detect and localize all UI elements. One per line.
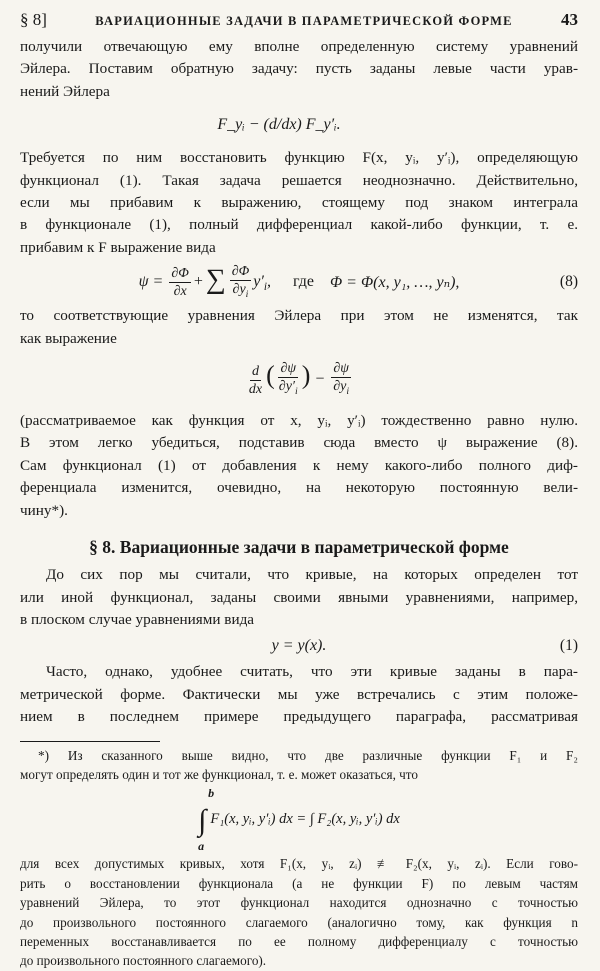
integral-with-limits [198, 786, 215, 854]
footnote-equation [20, 784, 578, 854]
footnote-line: до произвольного постоянного слагаемого). [20, 953, 267, 969]
text-line: метрической форме. Фактически мы уже встречались с этим положе- [20, 685, 578, 703]
footnote-line: уравнений Эйлера, то этот функционал находится однозначно с точностью [20, 895, 578, 911]
equation-expression [20, 350, 578, 410]
footnote-line: до произвольного постоянного слагаемого (аналогично тому, как функция n [20, 914, 578, 930]
text-line: (рассматриваемое как функция от x, yᵢ, y′ᵢ) тождественно равно нулю. [20, 412, 578, 430]
text-line: то соответствующие уравнения Эйлера при этом не изменятся, так [20, 307, 578, 325]
text-line: нений Эйлера [20, 82, 110, 100]
footnote-line: рить о восстановлении функционала (а не функции F) по левым частям [20, 875, 578, 891]
text-line: в функционале (1), полный дифференциал какой-либо функции, т. е. [20, 216, 578, 234]
text-line: Требуется по ним восстановить функцию F(x, yᵢ, y′ᵢ), определяющую [20, 149, 578, 167]
text-line: Часто, однако, удобнее считать, что эти кривые заданы в пара- [46, 663, 578, 681]
text-line: функционал (1). Такая задача решается неоднозначно. Действительно, [20, 171, 578, 189]
equation-word: где [292, 273, 314, 291]
section-reference: § 8] [20, 10, 47, 29]
text-line: или иной функционал, заданы своими явными уравнениями, например, [20, 588, 578, 606]
equation-text: y = y(x). [271, 637, 327, 655]
text-line: До сих пор мы считали, что кривые, на которых определен тот [46, 566, 578, 584]
text-line: прибавим к F выражение вида [20, 238, 216, 256]
phi-definition: Φ = Φ(x, y₁, …, yₙ), [330, 274, 460, 292]
integral-sign: ∫ [198, 804, 207, 838]
psi-definition: ψ = $\frac{\partial\Phi}{\partial x}$ +∑ $\frac{\partial\Phi}{\partial y_i}$ $y'_i$, [138, 263, 271, 300]
text-line: если мы прибавим к выражению, стоящему под знаком интеграла [20, 194, 578, 212]
text-line: В этом легко убедиться, подставив сюда вместо ψ выражение (8). [20, 434, 578, 452]
footnote-line: могут определять один и тот же функционал, т. е. может оказаться, что [20, 766, 418, 782]
text-line: чину*). [20, 501, 68, 519]
text-line: нием в последнем примере предыдущего параграфа, рассматривая [20, 708, 578, 726]
text-line: как выражение [20, 329, 117, 347]
text-line: Сам функционал (1) от добавления к нему какого-либо полного диф- [20, 456, 578, 474]
text-line: ференциала изменится, очевидно, на некоторую постоянную вели- [20, 479, 578, 497]
footnote-line: для всех допустимых кривых, хотя F₁(x, yᵢ, zᵢ) ≢ F₂(x, yᵢ, zᵢ). Если гово- [20, 856, 578, 872]
equation-text: F₁(x, yᵢ, y′ᵢ) dx = ∫ F₂(x, yᵢ, y′ᵢ) dx [210, 810, 400, 827]
text-line: в плоском случае уравнениями вида [20, 610, 255, 628]
text-line: получили отвечающую ему вполне определенную систему уравнений [20, 38, 578, 55]
equation-1 [20, 631, 578, 661]
footnote-line: переменных восстанавливается по ее полному дифференциалу с точностью [20, 933, 578, 949]
upper-limit: b [208, 786, 215, 801]
euler-expression: $\frac{d}{dx}$ ( $\frac{\partial\psi}{\partial y'_i}$ ) − $\frac{\partial\psi}{\partial y_i}$ [248, 360, 350, 397]
lower-limit: a [198, 839, 205, 854]
equation-text: F_yᵢ − (d/dx) F_y′ᵢ. [217, 116, 341, 134]
section-heading: § 8. Вариационные задачи в параметрической форме [89, 537, 509, 558]
equation-8 [20, 259, 578, 305]
equation-number: (1) [559, 637, 578, 655]
running-head [20, 10, 578, 36]
equation-number: (8) [559, 273, 578, 291]
page-number: 43 [560, 10, 578, 29]
footnote-line: *) Из сказанного выше видно, что две различные функции F₁ и F₂ [38, 747, 578, 763]
text-line: Эйлера. Поставим обратную задачу: пусть заданы левые части урав- [20, 60, 578, 78]
running-title: ВАРИАЦИОННЫЕ ЗАДАЧИ В ПАРАМЕТРИЧЕСКОЙ ФОРМЕ [95, 14, 513, 28]
equation-euler-lhs [20, 103, 578, 147]
